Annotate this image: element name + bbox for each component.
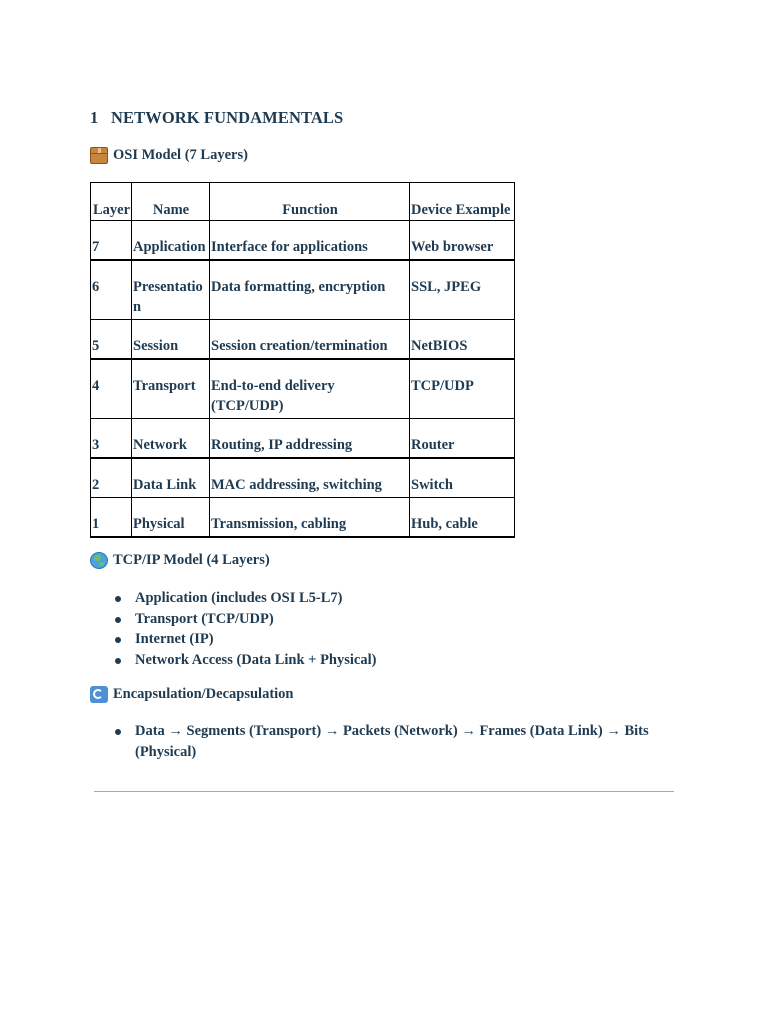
list-item: Internet (IP): [112, 629, 376, 650]
cell-name: Transport: [132, 359, 210, 419]
horizontal-divider: [94, 791, 674, 792]
header-function: Function: [210, 183, 410, 221]
tcpip-heading: [90, 552, 270, 569]
encap-list: [112, 721, 660, 762]
osi-table: [90, 182, 515, 538]
cell-layer: 1: [91, 498, 132, 538]
table-header-row: [91, 183, 515, 221]
table-row: [91, 221, 515, 261]
cell-function: Routing, IP addressing: [210, 419, 410, 459]
table-row: [91, 458, 515, 498]
cell-function: End-to-end delivery (TCP/UDP): [210, 359, 410, 419]
table-row: [91, 498, 515, 538]
table-row: [91, 419, 515, 459]
cell-device: Switch: [410, 458, 515, 498]
tcpip-title: TCP/IP Model (4 Layers): [113, 552, 270, 568]
list-item: Data → Segments (Transport) → Packets (Network) → Frames (Data Link) → Bits (Physical): [112, 721, 660, 762]
list-item: Transport (TCP/UDP): [112, 609, 376, 630]
table-row: [91, 359, 515, 419]
cell-layer: 5: [91, 320, 132, 360]
cell-name: Presentation: [132, 260, 210, 320]
cell-name: Application: [132, 221, 210, 261]
cell-layer: 7: [91, 221, 132, 261]
cell-device: SSL, JPEG: [410, 260, 515, 320]
list-item: Application (includes OSI L5-L7): [112, 588, 376, 609]
header-layer: Layer: [91, 183, 132, 221]
cell-function: MAC addressing, switching: [210, 458, 410, 498]
encap-heading: [90, 686, 294, 703]
cell-name: Data Link: [132, 458, 210, 498]
cell-function: Session creation/termination: [210, 320, 410, 360]
cell-layer: 3: [91, 419, 132, 459]
cell-function: Transmission, cabling: [210, 498, 410, 538]
table-row: [91, 320, 515, 360]
globe-icon: [90, 552, 108, 569]
cell-function: Interface for applications: [210, 221, 410, 261]
list-item: Network Access (Data Link + Physical): [112, 650, 376, 671]
cell-function: Data formatting, encryption: [210, 260, 410, 320]
cell-name: Physical: [132, 498, 210, 538]
section-title: NETWORK FUNDAMENTALS: [111, 108, 344, 127]
cell-device: Web browser: [410, 221, 515, 261]
cell-device: Hub, cable: [410, 498, 515, 538]
section-heading: [90, 108, 343, 128]
cell-layer: 4: [91, 359, 132, 419]
header-device: Device Example: [410, 183, 515, 221]
cell-name: Network: [132, 419, 210, 459]
cell-device: TCP/UDP: [410, 359, 515, 419]
section-number: 1: [90, 108, 99, 127]
encap-title: Encapsulation/Decapsulation: [113, 686, 294, 702]
cycle-arrows-icon: [90, 686, 108, 703]
table-row: [91, 260, 515, 320]
package-icon: [90, 147, 108, 164]
cell-device: NetBIOS: [410, 320, 515, 360]
header-name: Name: [132, 183, 210, 221]
cell-layer: 2: [91, 458, 132, 498]
osi-heading: [90, 147, 248, 164]
osi-title: OSI Model (7 Layers): [113, 147, 248, 163]
cell-device: Router: [410, 419, 515, 459]
cell-layer: 6: [91, 260, 132, 320]
tcpip-list: [112, 588, 376, 670]
cell-name: Session: [132, 320, 210, 360]
